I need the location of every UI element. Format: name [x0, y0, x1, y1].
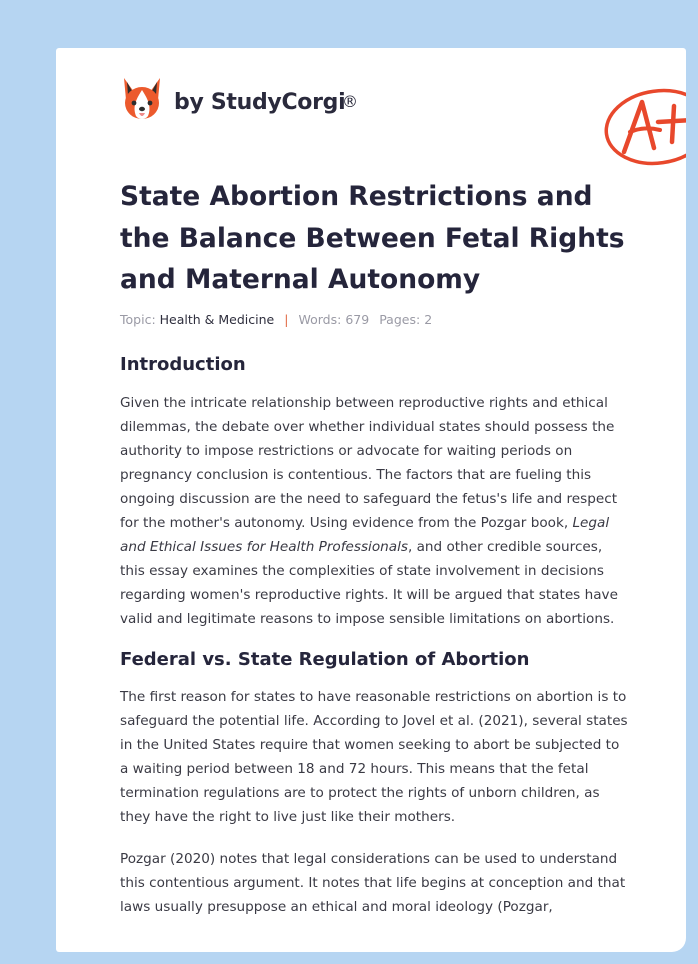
topic-label: Topic:: [120, 312, 156, 327]
essay-page: [56, 48, 686, 952]
header: [120, 76, 660, 136]
words-label: Words:: [298, 312, 342, 327]
paragraph-regulation-1: The first reason for states to have reasonable restrictions on abortion is to safeguard the potential life. According to Jovel et al. (2021), several states in the United States require that women seeking to abort be subjected to a waiting period between 18 and 72 hours. This means that the fetal termination regulations are to protect the rights of unborn children, as they have the right to live just like their mothers.: [120, 689, 628, 825]
book-title: Legal and Ethical Issues for Health Professionals: [120, 515, 610, 555]
grade-a-plus-logo: [602, 86, 686, 168]
essay-title: State Abortion Restrictions and the Balance Between Fetal Rights and Maternal Autonomy: [120, 181, 625, 295]
brand-logo[interactable]: [120, 76, 345, 122]
text-run: , and other credible sources, this essay examines the complexities of state involvement in decisions regarding women's reproductive rights. It will be argued that states have valid and legitimate reasons to impose sensible limitations on abortions.: [120, 539, 618, 627]
text-run: Given the intricate relationship between reproductive rights and ethical dilemmas, the debate over whether individual states should possess the authority to impose restrictions or advocate for waiting periods on pregnancy conclusion is contentious. The factors that are fueling this ongoing discussion are the need to safeguard the fetus's life and respect for the mother's autonomy. Using evidence from the Pozgar book,: [120, 395, 618, 531]
corgi-icon: [120, 76, 164, 122]
topic-link[interactable]: Health & Medicine: [159, 312, 275, 327]
essay-meta: [120, 312, 432, 327]
paragraph-regulation-2: Pozgar (2020) notes that legal considerations can be used to understand this contentious argument. It notes that life begins at conception and that laws usually presuppose an ethical and moral ideology (Pozgar,: [120, 851, 626, 915]
section-heading-introduction: Introduction: [120, 354, 246, 375]
section-heading-regulation: Federal vs. State Regulation of Abortion: [120, 649, 530, 670]
registered-mark: ®: [342, 92, 358, 111]
brand-name: by StudyCorgi: [174, 89, 346, 115]
pages-label: Pages:: [379, 312, 421, 327]
pages-count: 2: [424, 312, 433, 327]
meta-separator: |: [284, 312, 289, 327]
paragraph-introduction: [120, 391, 630, 631]
words-count: 679: [345, 312, 370, 327]
